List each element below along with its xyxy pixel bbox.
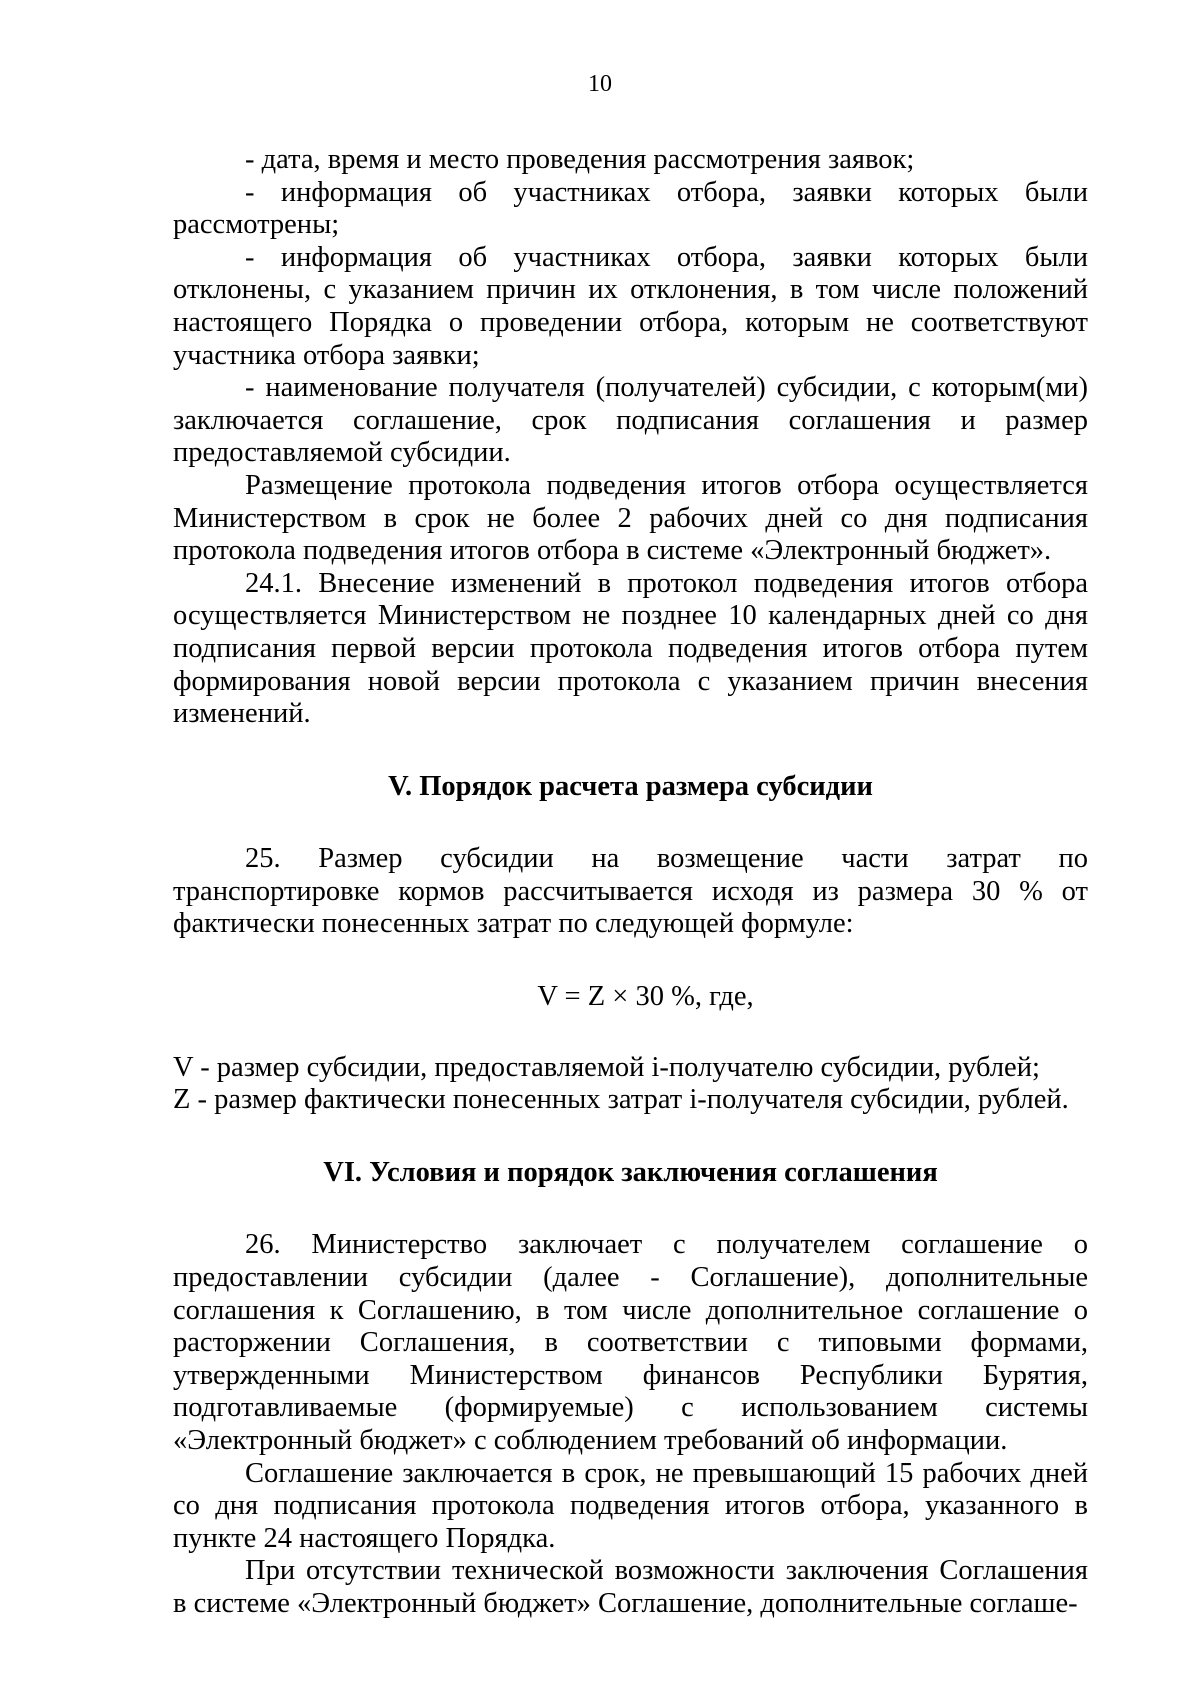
paragraph: - информация об участниках отбора, заявки которых были рассмотрены; bbox=[173, 176, 1088, 241]
definition-v: V - размер субсидии, предоставляемой i-получателю субсидии, рублей; bbox=[173, 1051, 1040, 1083]
section-heading-v: V. Порядок расчета размера субсидии bbox=[388, 770, 873, 802]
paragraph: 26. Министерство заключает с получателем соглашение о предоставлении субсидии (далее - Соглашение), дополнительные соглашения к Соглашению, в том числе дополнительное соглашение о расторжении Соглашения, в соответствии с типовыми формами, утвержденными Министерством финансов Республики Бурятия, подготавливаемые (формируемые) с использованием системы «Электронный бюджет» с соблюдением требований об информации. bbox=[173, 1229, 1088, 1456]
paragraph: - наименование получателя (получателей) субсидии, с которым(ми) заключается соглашение, срок подписания соглашения и размер предоставляемой субсидии. bbox=[173, 372, 1088, 469]
document-body bbox=[173, 144, 1088, 1621]
definition-z: Z - размер фактически понесенных затрат i-получателя субсидии, рублей. bbox=[173, 1084, 1069, 1116]
paragraph: - дата, время и место проведения рассмотрения заявок; bbox=[245, 144, 915, 175]
paragraph: При отсутствии технической возможности заключения Соглашения в системе «Электронный бюджет» Соглашение, дополнительные соглаше- bbox=[173, 1555, 1088, 1619]
paragraph: 24.1. Внесение изменений в протокол подведения итогов отбора осуществляется Министерством не позднее 10 календарных дней со дня подписания первой версии протокола подведения итогов отбора путем формирования новой версии протокола с указанием причин внесения изменений. bbox=[173, 567, 1088, 730]
formula: V = Z × 30 %, где, bbox=[537, 981, 754, 1013]
paragraph: - информация об участниках отбора, заявки которых были отклонены, с указанием причин их отклонения, в том числе положений настоящего Порядка о проведении отбора, которым не соответствуют участника отбора заявки; bbox=[173, 241, 1088, 371]
paragraph: Размещение протокола подведения итогов отбора осуществляется Министерством в срок не более 2 рабочих дней со дня подписания протокола подведения итогов отбора в системе «Электронный бюджет». bbox=[173, 469, 1088, 567]
page-number: 10 bbox=[588, 71, 612, 97]
paragraph: Соглашение заключается в срок, не превышающий 15 рабочих дней со дня подписания протокола подведения итогов отбора, указанного в пункте 24 настоящего Порядка. bbox=[173, 1457, 1088, 1554]
paragraph: 25. Размер субсидии на возмещение части затрат по транспортировке кормов рассчитывается исходя из размера 30 % от фактически понесенных затрат по следующей формуле: bbox=[173, 843, 1088, 940]
section-heading-vi: VI. Условия и порядок заключения соглашения bbox=[323, 1156, 938, 1188]
